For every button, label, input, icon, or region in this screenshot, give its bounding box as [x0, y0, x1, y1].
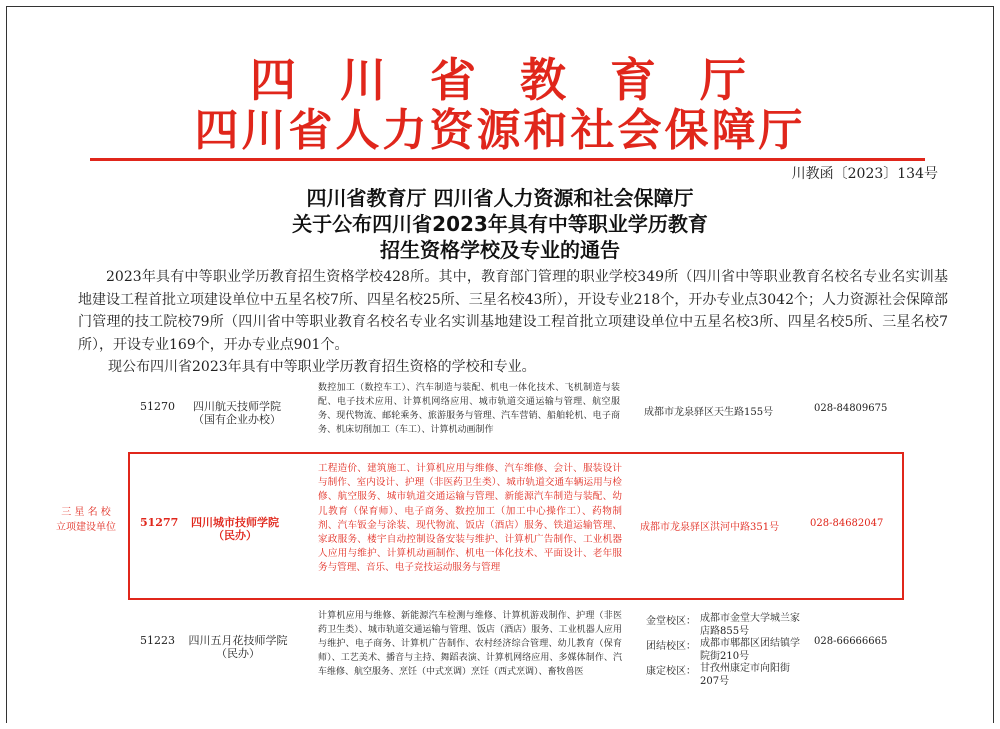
campus-address: 成都市金堂大学城兰家店路855号: [700, 613, 800, 637]
header-rule: [90, 158, 925, 161]
document-number: 川教函〔2023〕134号: [791, 166, 938, 182]
school-code: 51223: [140, 634, 175, 647]
campus-label: 金堂校区：: [646, 616, 696, 627]
school-phone: 028-66666665: [814, 636, 888, 647]
body-paragraph-1: 2023年具有中等职业学历教育招生资格学校428所。其中，教育部门管理的职业学校349所（四川省中等职业教育名校名专业名实训基地建设工程首批立项建设单位中五星名校7所、四星名校25所、三星名校43所），开设专业218个，开办专业点3042个；人力资源社会保障部门管理的技工院校79所（四川省中等职业教育名校名专业名实训基地建设工程首批立项建设单位中五星名校3所、四星名校5所、三星名校7所），开设专业169个，开办专业点901个。: [78, 269, 948, 353]
header-line2: 四川省人力资源和社会保障厅: [194, 105, 806, 156]
school-name: 四川航天技师学院 （国有企业办校）: [193, 400, 281, 426]
school-phone: 028-84682047: [810, 518, 884, 529]
frame-top: [6, 6, 994, 7]
campus-address: 甘孜州康定市向阳街207号: [700, 663, 790, 687]
body-paragraph-2: 现公布四川省2023年具有中等职业学历教育招生资格的学校和专业。: [108, 359, 536, 375]
notice-title-line1: 四川省教育厅 四川省人力资源和社会保障厅: [306, 186, 694, 210]
highlight-side-label: 三 星 名 校 立项建设单位: [56, 507, 116, 533]
school-code: 51270: [140, 400, 175, 413]
school-majors: 工程造价、建筑施工、计算机应用与维修、汽车维修、会计、服装设计与制作、室内设计、护理（非医药卫生类）、城市轨道交通车辆运用与检修、航空服务、城市轨道交通运输与管理、新能源汽车制造与装配、幼儿教育（保育师）、电子商务、数控加工（加工中心操作工）、药物制剂、汽车钣金与涂装、现代物流、饭店（酒店）服务、铁道运输管理、家政服务、楼宇自动控制设备安装与维护、计算机广告制作、工业机器人应用与维护、计算机动画制作、机电一体化技术、平面设计、老年服务与管理、音乐、电子竞技运动服务与管理: [318, 463, 622, 574]
notice-title-line2: 关于公布四川省2023年具有中等职业学历教育: [292, 212, 708, 236]
school-phone: 028-84809675: [814, 403, 888, 414]
school-majors: 数控加工（数控车工）、汽车制造与装配、机电一体化技术、飞机制造与装配、电子技术应用、计算机网络应用、城市轨道交通运输与管理、航空服务、现代物流、邮轮乘务、旅游服务与管理、汽车营销、船舶轮机、电子商务、机床切削加工（车工）、计算机动画制作: [318, 383, 620, 435]
campus-label: 团结校区：: [646, 641, 696, 652]
header-line1: 四川省教育厅: [250, 53, 790, 107]
school-address: 成都市龙泉驿区天生路155号: [644, 407, 774, 418]
school-code: 51277: [140, 516, 179, 529]
school-name: 四川五月花技师学院 （民办）: [188, 634, 288, 660]
campus-label: 康定校区：: [646, 666, 696, 677]
campus-address: 成都市郫都区团结镇学院街210号: [700, 638, 800, 662]
school-majors: 计算机应用与维修、新能源汽车检测与维修、计算机游戏制作、护理（非医药卫生类）、城市轨道交通运输与管理、饭店（酒店）服务、工业机器人应用与维护、电子商务、计算机广告制作、农村经济综合管理、幼儿教育（保育师）、工艺美术、播音与主持、舞蹈表演、计算机网络应用、多媒体制作、汽车维修、航空服务、烹饪（中式烹调）烹饪（西式烹调）、畜牧兽医: [318, 611, 622, 677]
school-name: 四川城市技师学院 （民办）: [191, 516, 279, 542]
school-address: 成都市龙泉驿区洪河中路351号: [640, 522, 780, 533]
notice-title-line3: 招生资格学校及专业的通告: [380, 238, 620, 262]
